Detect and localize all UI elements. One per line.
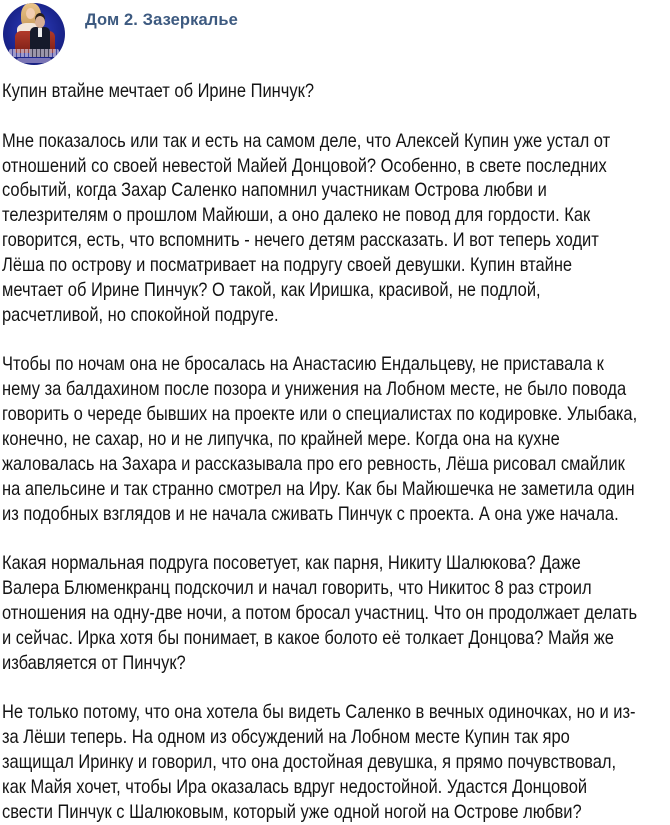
text-line: Не только потому, что она хотела бы видеть Саленко в вечных одиночках, но и из- <box>2 701 636 724</box>
avatar-caption <box>9 49 59 57</box>
avatar-figure-woman-face <box>26 8 35 19</box>
paragraph-gap <box>2 104 670 129</box>
paragraph-gap <box>2 676 670 701</box>
post-header <box>0 0 670 70</box>
text-line: расчетливой, но спокойной подруге. <box>2 303 279 326</box>
text-line: свести Пинчук с Шалюковым, который уже одной ногой на Острове любви? <box>2 800 582 823</box>
text-line: отношений со своей невестой Майей Донцовой? Особенно, в свете последних <box>2 154 607 177</box>
text-line: и сейчас. Ирка хотя бы понимает, в какое болото её толкает Донцова? Майя же <box>2 626 614 649</box>
paragraph-4 <box>2 700 670 824</box>
text-line: отношения на одну-две ночи, а потом бросал участниц. Что он продолжает делать <box>2 602 638 625</box>
text-line: конечно, не сахар, но и не липучка, по крайней мере. Когда она на кухне <box>2 428 560 451</box>
text-line: телезрителям о прошлом Майюши, а оно далеко не повод для гордости. Как <box>2 204 591 227</box>
paragraph-2 <box>2 352 670 526</box>
post-title <box>2 79 670 104</box>
avatar-figure-man-head <box>35 16 45 28</box>
text-line: Лёша по острову и посматривает на подругу своей девушки. Купин втайне <box>2 254 573 277</box>
text-line: защищал Иринку и говорил, что она достойная девушка, я прямо почувствовал, <box>2 751 617 774</box>
avatar-figure-man-shirt <box>38 28 42 37</box>
group-avatar[interactable] <box>3 3 65 65</box>
text-line: избавляется от Пинчук? <box>2 651 186 674</box>
text-line: говорить о череде бывших на проекте или о специалистах по кодировке. Улыбака, <box>2 403 638 426</box>
text-line: мечтает об Ирине Пинчук? О такой, как Иришка, красивой, не подлой, <box>2 278 541 301</box>
text-line: Какая нормальная подруга посоветует, как парня, Никиту Шалюкова? Даже <box>2 552 581 575</box>
group-name-link[interactable]: Дом 2. Зазеркалье <box>85 11 238 29</box>
text-line: на апельсине и так странно смотрел на Иру. Как бы Майюшечка не заметила один <box>2 477 635 500</box>
text-line: Валера Блюменкранц подскочил и начал говорить, что Никитос 8 раз строил <box>2 577 592 600</box>
text-line: нему за балдахином после позора и унижения на Лобном месте, не было повода <box>2 378 627 401</box>
text-line: жаловалась на Захара и рассказывала про его ревность, Лёша рисовал смайлик <box>2 452 625 475</box>
paragraph-1 <box>2 129 670 328</box>
paragraph-3 <box>2 551 670 675</box>
avatar-caption-sub <box>17 58 51 63</box>
post-text <box>2 79 670 825</box>
paragraph-gap <box>2 328 670 353</box>
text-line: как Майя хочет, чтобы Ира оказалась вдруг недостойной. Удастся Донцовой <box>2 776 588 799</box>
text-line: говорится, есть, что вспомнить - нечего детям рассказать. И вот теперь ходит <box>2 229 599 252</box>
text-line: Чтобы по ночам она не бросалась на Анастасию Ендальцеву, не приставала к <box>2 353 604 376</box>
text-line: событий, когда Захар Саленко напомнил участникам Острова любви и <box>2 179 547 202</box>
post-title-line: Купин втайне мечтает об Ирине Пинчук? <box>2 80 314 102</box>
text-line: за Лёши теперь. На одном из обсуждений на Лобном месте Купин так яро <box>2 726 570 749</box>
text-line: Мне показалось или так и есть на самом деле, что Алексей Купин уже устал от <box>2 129 611 152</box>
paragraph-gap <box>2 526 670 551</box>
text-line: из подобных взглядов и не начала сживать Пинчук с проекта. А она уже начала. <box>2 502 619 525</box>
